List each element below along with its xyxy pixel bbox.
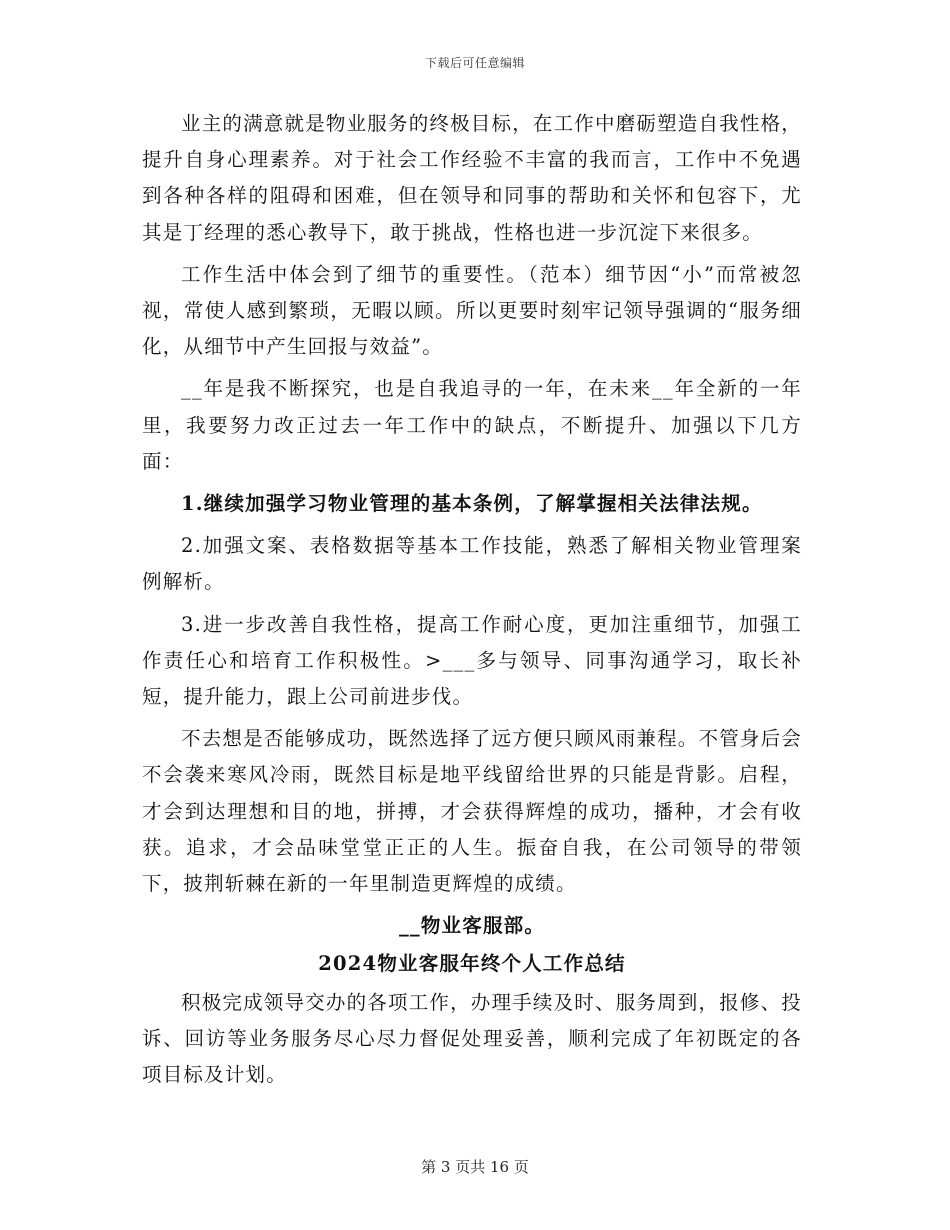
paragraph-closing: 不去想是否能够成功，既然选择了远方便只顾风雨兼程。不管身后会不会袭来寒风冷雨，既然目标是地平线留给世界的只能是背影。启程，才会到达理想和目的地，拼搏，才会获得辉煌的成功，播种，才会有收获。追求，才会品味堂堂正正的人生。振奋自我，在公司领导的带领下，披荆斩棘在新的一年里制造更辉煌的成绩。 [142,727,803,896]
paragraph-new-year-plan: __年是我不断探究，也是自我追寻的一年，在未来__年全新的一年里，我要努力改正过去一年工作中的缺点，不断提升、加强以下几方面： [142,377,802,473]
list-item-1: 1.继续加强学习物业管理的基本条例，了解掌握相关法律法规。 [181,492,763,516]
paragraph-details: 工作生活中体会到了细节的重要性。（范本）细节因“小”而常被忽视，常使人感到繁琐，无暇以顾。所以更要时刻牢记领导强调的“服务细化，从细节中产生回报与效益”。 [142,262,802,359]
paragraph-satisfaction: 业主的满意就是物业服务的终极目标，在工作中磨砺塑造自我性格，提升自身心理素养。对于社会工作经验不丰富的我而言，工作中不免遇到各种各样的阻碍和困难，但在领导和同事的帮助和关怀和包容下，尤其是丁经理的悉心教导下，敢于挑战，性格也进一步沉淀下来很多。 [142,112,803,244]
signature-department: __物业客服部。 [398,914,546,938]
page-header-note: 下载后可任意编辑 [424,56,525,70]
list-item-2: 2.加强文案、表格数据等基本工作技能，熟悉了解相关物业管理案例解析。 [142,534,802,594]
list-item-3: 3.进一步改善自我性格，提高工作耐心度，更加注重细节，加强工作责任心和培育工作积极性。>___多与领导、同事沟通学习，取长补短，提升能力，跟上公司前进步伐。 [142,612,802,709]
paragraph-summary-intro: 积极完成领导交办的各项工作，办理手续及时、服务周到，报修、投诉、回访等业务服务尽心尽力督促处理妥善，顺利完成了年初既定的各项目标及计划。 [142,990,803,1087]
section-title: 2024物业客服年终个人工作总结 [318,952,626,976]
page-number: 第 3 页共 16 页 [421,1158,529,1176]
document-body [142,106,802,1099]
